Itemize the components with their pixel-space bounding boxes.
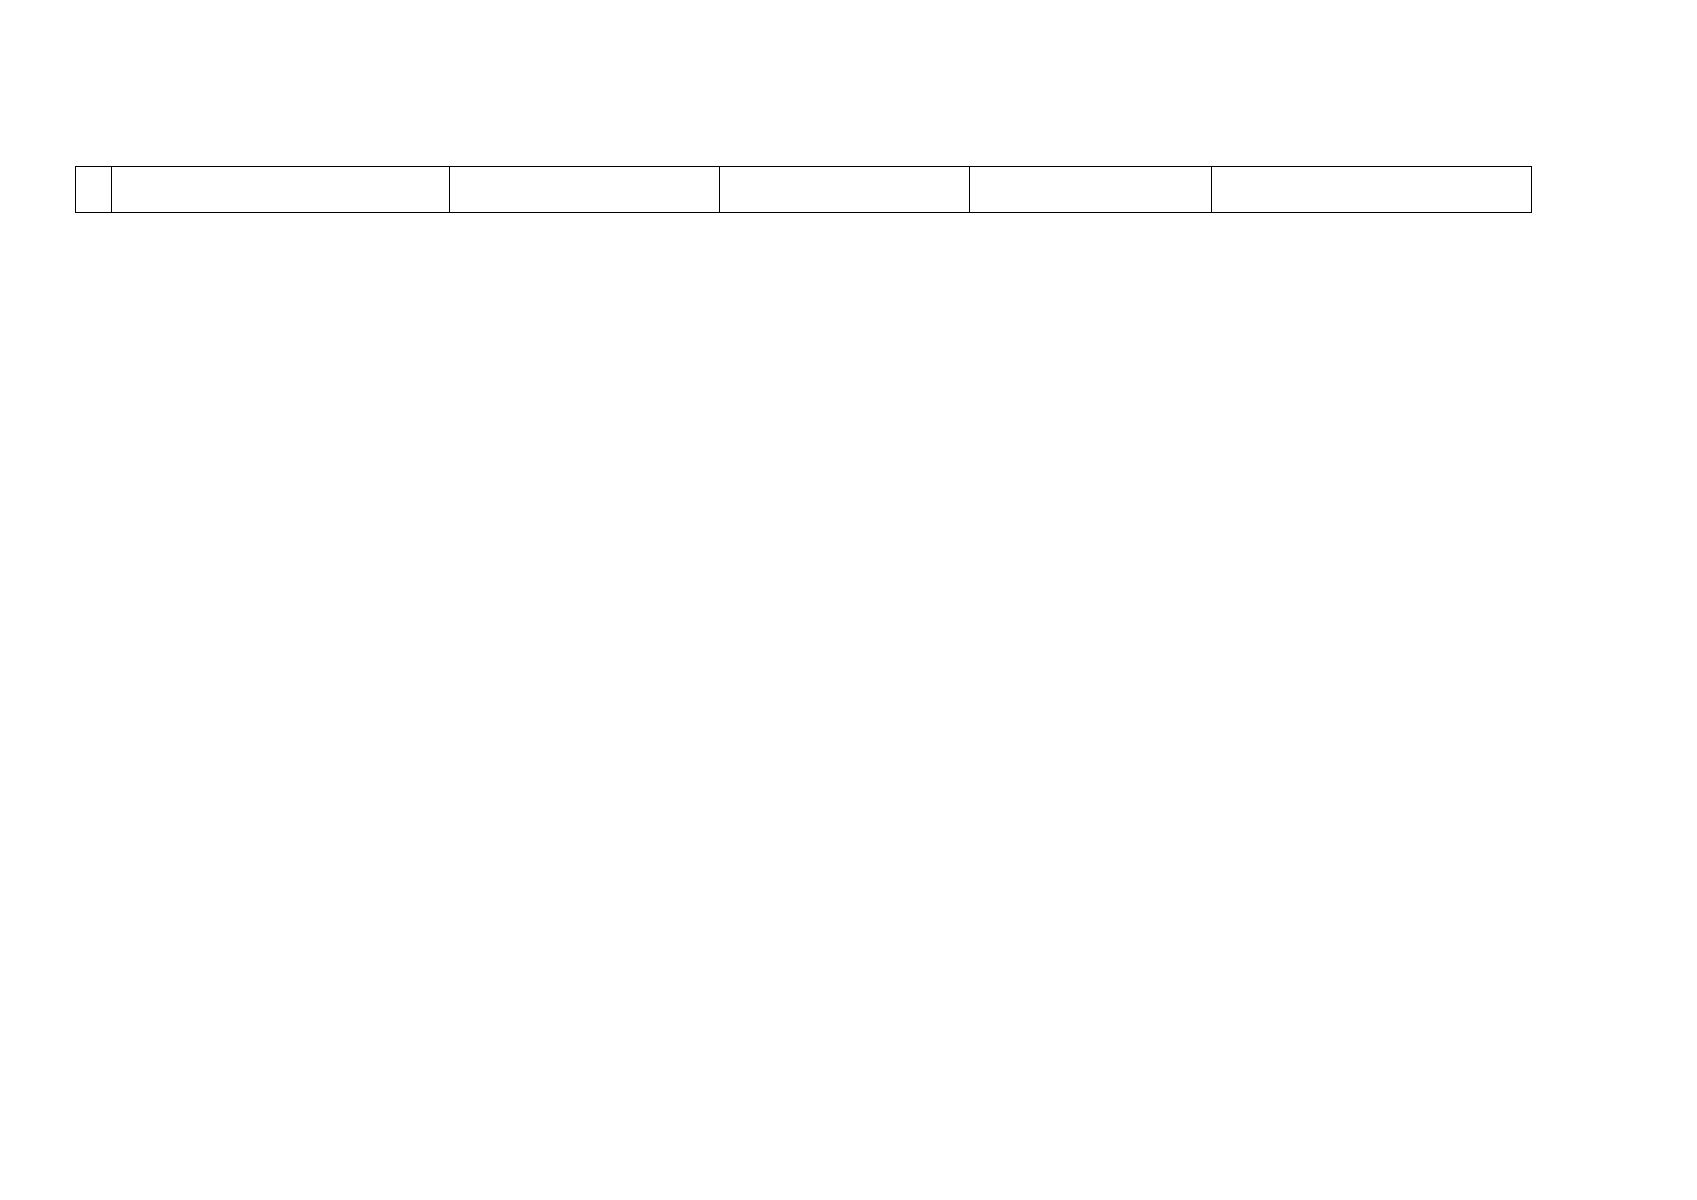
table-header [75,166,1532,213]
col-header-period [1212,167,1532,213]
col-header-settlement [450,167,720,213]
col-header-district [112,167,450,213]
table-body [75,229,1545,1071]
col-header-works [970,167,1212,213]
col-header-number [76,167,112,213]
col-header-address [720,167,970,213]
